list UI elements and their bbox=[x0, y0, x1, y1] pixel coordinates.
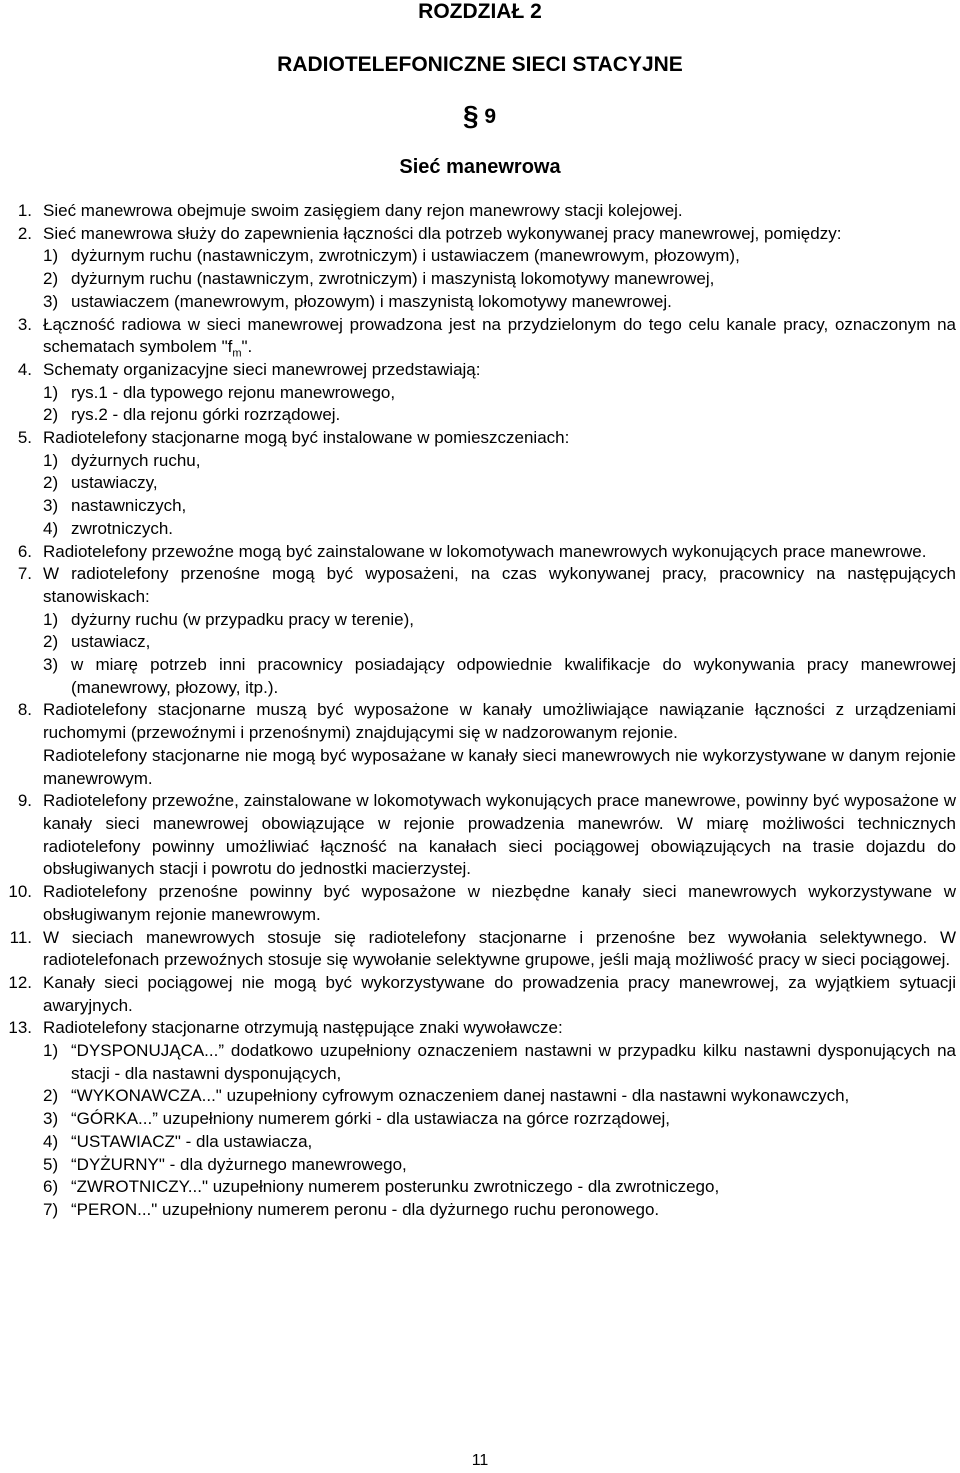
item-text: Radiotelefony przenośne powinny być wyposażone w niezbędne kanały sieci manewrowych wykorzystywane w obsługiwanym rejonie manewrowym. bbox=[43, 882, 956, 924]
sub-item-number: 5) bbox=[43, 1154, 59, 1174]
sub-item-text: rys.2 - dla rejonu górki rozrządowej. bbox=[71, 405, 341, 425]
list-item bbox=[0, 972, 960, 1017]
item-text-part: Łączność radiowa w sieci manewrowej prowadzona jest na przydzielonym do tego celu kanale pracy, oznaczonym na schematach symbolem "f bbox=[43, 314, 956, 357]
list-item bbox=[0, 790, 960, 881]
sub-item-text: w miarę potrzeb inni pracownicy posiadający odpowiednie kwalifikacje do wykonywania pracy manewrowej (manewrowy, płozowy, itp.). bbox=[71, 655, 956, 697]
sub-item-number: 4) bbox=[43, 1131, 59, 1151]
item-number: 3. bbox=[17, 314, 32, 334]
list-item bbox=[0, 359, 960, 427]
sub-item bbox=[43, 495, 956, 518]
sub-item-number: 3) bbox=[43, 496, 59, 516]
sub-item-text: ustawiaczy, bbox=[71, 473, 158, 493]
sub-item-number: 1) bbox=[43, 382, 59, 402]
sub-item-text: “ZWROTNICZY..." uzupełniony numerem posterunku zwrotniczego - dla zwrotniczego, bbox=[71, 1177, 720, 1197]
item-text: W radiotelefony przenośne mogą być wyposażeni, na czas wykonywanej pracy, pracownicy na następujących stanowiskach: bbox=[43, 564, 956, 606]
sub-item-text: dyżurnych ruchu, bbox=[71, 450, 201, 470]
sub-item-text: “USTAWIACZ" - dla ustawiacza, bbox=[71, 1131, 313, 1151]
sub-item bbox=[43, 654, 956, 699]
item-text: W sieciach manewrowych stosuje się radiotelefony stacjonarne i przenośne bez wywołania selektywnego. W radiotelefonach przewoźnych stosuje się wywołanie selektywne grupowe, jeśli mają możliwość pracy w sieci pociągowej. bbox=[43, 927, 956, 970]
item-number: 11. bbox=[9, 927, 32, 947]
list-item bbox=[0, 427, 960, 541]
numbered-list bbox=[0, 200, 960, 1222]
item-text-continued: Radiotelefony stacjonarne nie mogą być wyposażane w kanały sieci manewrowych nie wykorzystywane w danym rejonie manewrowym. bbox=[43, 745, 956, 788]
sub-item-text: dyżurny ruchu (w przypadku pracy w terenie), bbox=[71, 609, 414, 629]
sub-item bbox=[43, 245, 956, 268]
sub-item-text: ustawiacz, bbox=[71, 632, 151, 652]
section-title: Sieć manewrowa bbox=[399, 156, 561, 178]
chapter-heading: ROZDZIAŁ 2 bbox=[418, 0, 542, 23]
item-text: Radiotelefony stacjonarne muszą być wyposażone w kanały umożliwiające nawiązanie łączności z urządzeniami ruchomymi (przewoźnymi i przenośnymi) znajdującymi się w nadzorowanym rejonie. bbox=[43, 700, 956, 743]
item-text: Radiotelefony przewoźne, zainstalowane w lokomotywach wykonujących prace manewrowe, powinny być wyposażone w kanały sieci manewrowej obowiązujące w rejonie prowadzenia manewrów. W miarę możliwości technicznych radiotelefony powinny umożliwiać łączność na kanałach sieci pociągowej obowiązujących na trasie dojazdu do obsługiwanych stacji i powrotu do jednostki macierzystej. bbox=[43, 791, 956, 879]
sub-item bbox=[43, 1176, 956, 1199]
section-number bbox=[463, 100, 497, 131]
sub-item-number: 3) bbox=[43, 1109, 59, 1129]
sub-item-text: rys.1 - dla typowego rejonu manewrowego, bbox=[71, 382, 396, 402]
item-number: 12. bbox=[8, 972, 32, 992]
sub-item bbox=[43, 1108, 956, 1131]
list-item bbox=[0, 200, 960, 223]
sub-item-text: “GÓRKA...” uzupełniony numerem górki - dla ustawiacza na górce rozrządowej, bbox=[71, 1109, 671, 1129]
list-item bbox=[0, 699, 960, 790]
sub-item bbox=[43, 1085, 956, 1108]
item-text: Schematy organizacyjne sieci manewrowej przedstawiają: bbox=[43, 359, 481, 379]
sub-item bbox=[43, 291, 956, 314]
sub-item-text: zwrotniczych. bbox=[71, 518, 174, 538]
sub-item-number: 2) bbox=[43, 1086, 59, 1106]
item-text: Sieć manewrowa służy do zapewnienia łączności dla potrzeb wykonywanej pracy manewrowej, pomiędzy: bbox=[43, 223, 842, 243]
sub-item-number: 2) bbox=[43, 632, 59, 652]
sub-item-number: 1) bbox=[43, 450, 59, 470]
item-text: Radiotelefony stacjonarne mogą być instalowane w pomieszczeniach: bbox=[43, 428, 570, 448]
item-number: 8. bbox=[17, 700, 32, 720]
sub-item-number: 7) bbox=[43, 1199, 59, 1219]
section-number-value: 9 bbox=[484, 105, 497, 128]
sub-item bbox=[43, 472, 956, 495]
item-number: 4. bbox=[17, 359, 32, 379]
sub-item-text: nastawniczych, bbox=[71, 496, 187, 516]
item-text: Kanały sieci pociągowej nie mogą być wykorzystywane do prowadzenia pracy manewrowej, za wyjątkiem sytuacji awaryjnych. bbox=[43, 972, 956, 1015]
item-number: 7. bbox=[17, 564, 32, 584]
item-number: 2. bbox=[17, 223, 32, 243]
sub-item-number: 3) bbox=[43, 655, 59, 675]
sub-item bbox=[43, 1131, 956, 1154]
section-symbol: § bbox=[463, 100, 479, 131]
item-number: 10. bbox=[8, 882, 32, 902]
sub-item-text: ustawiaczem (manewrowym, płozowym) i maszynistą lokomotywy manewrowej. bbox=[71, 291, 672, 311]
sub-item bbox=[43, 609, 956, 632]
list-item bbox=[0, 927, 960, 972]
sub-item bbox=[43, 404, 956, 427]
item-text: Radiotelefony przewoźne mogą być zainstalowane w lokomotywach manewrowych wykonujących prace manewrowe. bbox=[43, 541, 927, 561]
sub-item bbox=[43, 1154, 956, 1177]
sub-item-text: “DYŻURNY" - dla dyżurnego manewrowego, bbox=[71, 1154, 407, 1174]
item-number: 5. bbox=[17, 428, 32, 448]
page-number: 11 bbox=[471, 1452, 489, 1469]
sub-item-number: 2) bbox=[43, 405, 59, 425]
item-text: Sieć manewrowa obejmuje swoim zasięgiem dany rejon manewrowy stacji kolejowej. bbox=[43, 201, 683, 220]
sub-item-number: 4) bbox=[43, 518, 59, 538]
list-item bbox=[0, 1017, 960, 1221]
sub-item bbox=[43, 268, 956, 291]
list-item bbox=[0, 223, 960, 314]
sub-item bbox=[43, 1199, 956, 1222]
sub-item-number: 1) bbox=[43, 1041, 59, 1061]
sub-item-number: 1) bbox=[43, 246, 59, 266]
sub-item bbox=[43, 1040, 956, 1085]
item-text: Radiotelefony stacjonarne otrzymują następujące znaki wywoławcze: bbox=[43, 1018, 563, 1038]
sub-item bbox=[43, 450, 956, 473]
item-number: 9. bbox=[17, 791, 32, 811]
sub-item bbox=[43, 382, 956, 405]
chapter-title: RADIOTELEFONICZNE SIECI STACYJNE bbox=[277, 53, 683, 76]
sub-item-text: “DYSPONUJĄCA...” dodatkowo uzupełniony oznaczeniem nastawni w przypadku kilku nastawni dysponujących na stacji - dla nastawni dysponujących, bbox=[71, 1041, 956, 1083]
item-text bbox=[43, 314, 956, 359]
item-number: 6. bbox=[17, 541, 32, 561]
sub-item-number: 6) bbox=[43, 1177, 59, 1197]
sub-item-number: 2) bbox=[43, 269, 59, 289]
list-item bbox=[0, 563, 960, 699]
list-item bbox=[0, 541, 960, 564]
sub-item-text: dyżurnym ruchu (nastawniczym, zwrotniczym) i maszynistą lokomotywy manewrowej, bbox=[71, 269, 715, 289]
item-number: 13. bbox=[8, 1018, 32, 1038]
sub-item-number: 2) bbox=[43, 473, 59, 493]
subscript: m bbox=[232, 347, 242, 360]
item-number: 1. bbox=[17, 201, 32, 220]
sub-item-text: dyżurnym ruchu (nastawniczym, zwrotniczym) i ustawiaczem (manewrowym, płozowym), bbox=[71, 246, 740, 266]
item-text-part: ". bbox=[241, 337, 253, 357]
sub-item-number: 3) bbox=[43, 291, 59, 311]
sub-item-text: “WYKONAWCZA..." uzupełniony cyfrowym oznaczeniem danej nastawni - dla nastawni wykonawczych, bbox=[71, 1086, 850, 1106]
sub-item-number: 1) bbox=[43, 609, 59, 629]
sub-item bbox=[43, 631, 956, 654]
list-item bbox=[0, 314, 960, 359]
sub-item-text: “PERON..." uzupełniony numerem peronu - dla dyżurnego ruchu peronowego. bbox=[71, 1199, 660, 1219]
list-item bbox=[0, 881, 960, 926]
sub-item bbox=[43, 518, 956, 541]
